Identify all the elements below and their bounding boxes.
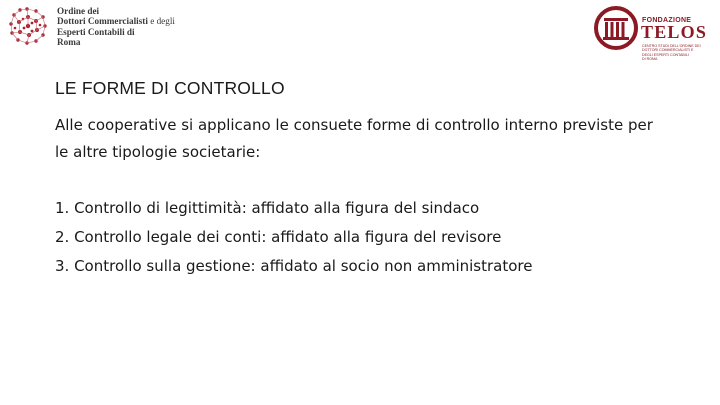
telos-sub-line: DI ROMA	[642, 57, 658, 62]
telos-colonnade-logo-icon	[594, 6, 638, 50]
list-item: 1. Controllo di legittimità: affidato alla figura del sindaco	[55, 199, 480, 217]
ordine-logo	[6, 4, 206, 50]
controls-list	[55, 194, 533, 281]
telos-sub-line: CENTRO STUDI DELL'ORDINE DEI	[642, 44, 701, 48]
telos-sub-line: DOTTORI COMMERCIALISTI E	[642, 48, 694, 53]
slide-title: LE FORME DI CONTROLLO	[55, 78, 285, 98]
telos-sub-line: DEGLI ESPERTI CONTABILI	[642, 52, 689, 57]
ordine-line-2: Dottori Commercialisti e degli	[57, 16, 175, 27]
telos-brand-top: FONDAZIONE	[642, 17, 692, 24]
telos-brand-sub	[642, 44, 712, 62]
telos-brand-main: TELOS	[641, 22, 708, 42]
telos-logo	[594, 6, 712, 64]
ordine-logo-text	[57, 6, 217, 48]
intro-paragraph: Alle cooperative si applicano le consuete forme di controllo interno previste per le altre tipologie societarie:	[55, 116, 653, 161]
ordine-line-4: Roma	[57, 37, 81, 48]
list-item: 2. Controllo legale dei conti: affidato alla figura del revisore	[55, 228, 502, 246]
list-item: 3. Controllo sulla gestione: affidato al socio non amministratore	[55, 257, 533, 275]
ordine-line-3: Esperti Contabili di	[57, 26, 135, 37]
ordine-network-logo-icon	[6, 4, 50, 48]
ordine-line-1: Ordine dei	[57, 6, 100, 16]
